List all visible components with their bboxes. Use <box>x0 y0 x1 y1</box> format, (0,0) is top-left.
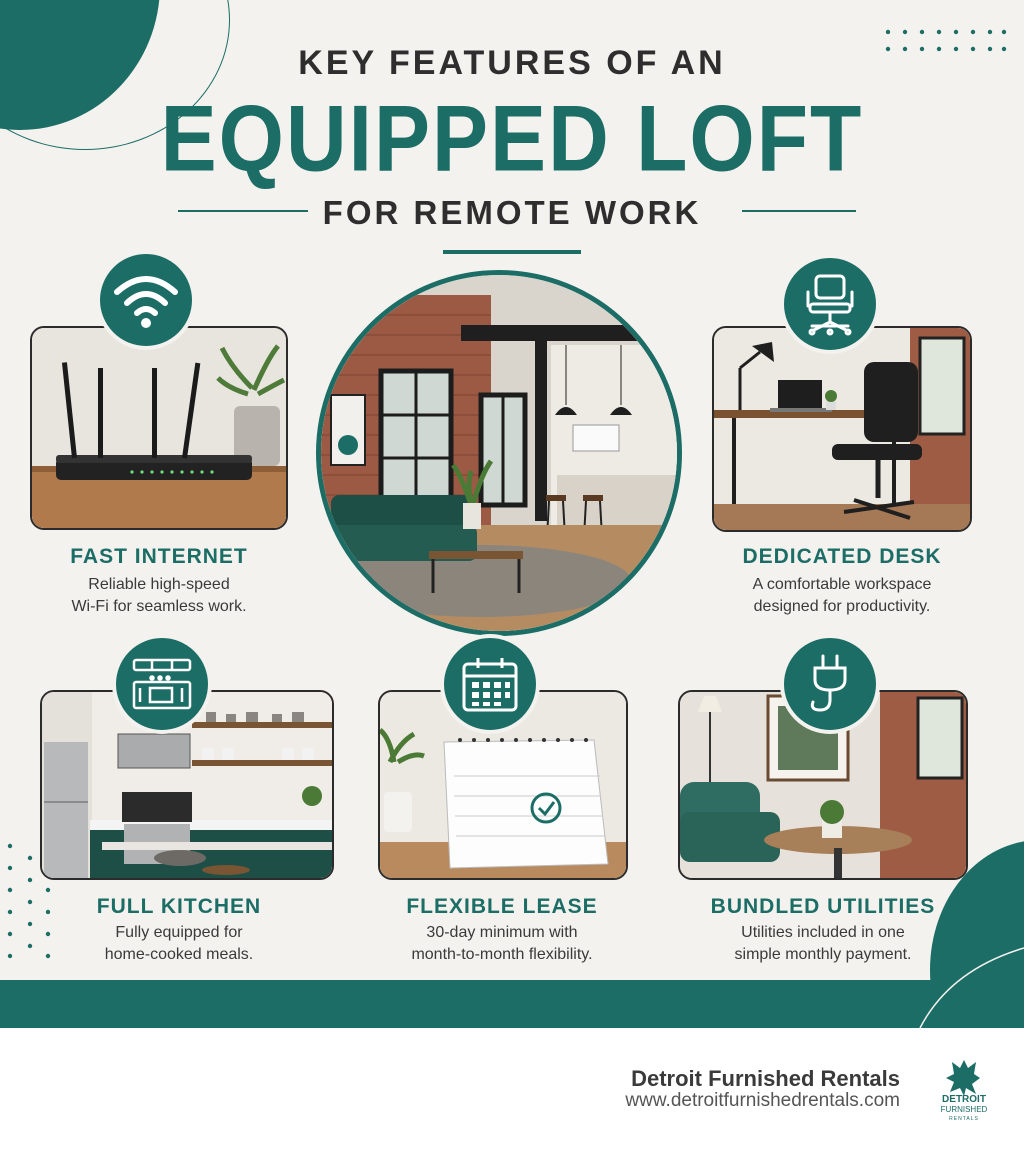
feature-text-utilities-2: simple monthly payment. <box>734 946 912 963</box>
svg-text:RENTALS: RENTALS <box>949 1116 979 1122</box>
svg-text:DETROIT: DETROIT <box>942 1094 986 1105</box>
kitchen-icon <box>112 634 212 734</box>
office-chair-icon <box>780 254 880 354</box>
feature-text-internet-2: Wi-Fi for seamless work. <box>71 598 247 615</box>
feature-title-internet: FAST INTERNET <box>70 545 248 568</box>
title-rule-right <box>742 210 856 212</box>
loft-photo <box>316 270 682 636</box>
svg-text:FURNISHED: FURNISHED <box>940 1105 988 1114</box>
band-swoosh-decoration <box>910 930 1024 1030</box>
company-url[interactable]: www.detroitfurnishedrentals.com <box>625 1090 900 1111</box>
feature-title-desk: DEDICATED DESK <box>742 545 942 568</box>
feature-text-kitchen-2: home-cooked meals. <box>104 946 254 963</box>
plug-icon <box>780 634 880 734</box>
feature-text-lease-2: month-to-month flexibility. <box>411 946 593 963</box>
main-title: EQUIPPED LOFT <box>160 85 864 191</box>
company-logo <box>936 1058 992 1124</box>
calendar-icon <box>440 634 540 734</box>
desk-photo <box>712 326 972 532</box>
title-underline <box>443 250 581 254</box>
feature-text-utilities-1: Utilities included in one <box>741 924 905 941</box>
internet-photo <box>30 326 288 530</box>
feature-text-kitchen-1: Fully equipped for <box>115 924 243 941</box>
title-line-1: KEY FEATURES OF AN <box>298 44 726 82</box>
company-name: Detroit Furnished Rentals <box>631 1066 900 1091</box>
feature-text-desk-1: A comfortable workspace <box>752 576 932 593</box>
feature-title-lease: FLEXIBLE LEASE <box>406 895 598 918</box>
title-line-3: FOR REMOTE WORK <box>322 194 702 231</box>
wifi-icon <box>96 250 196 350</box>
feature-text-lease-1: 30-day minimum with <box>426 924 578 941</box>
footer-band <box>0 980 1024 1028</box>
feature-text-desk-2: designed for productivity. <box>753 598 931 615</box>
feature-title-kitchen: FULL KITCHEN <box>96 895 262 918</box>
feature-title-utilities: BUNDLED UTILITIES <box>710 895 936 918</box>
feature-text-internet-1: Reliable high-speed <box>88 576 230 593</box>
